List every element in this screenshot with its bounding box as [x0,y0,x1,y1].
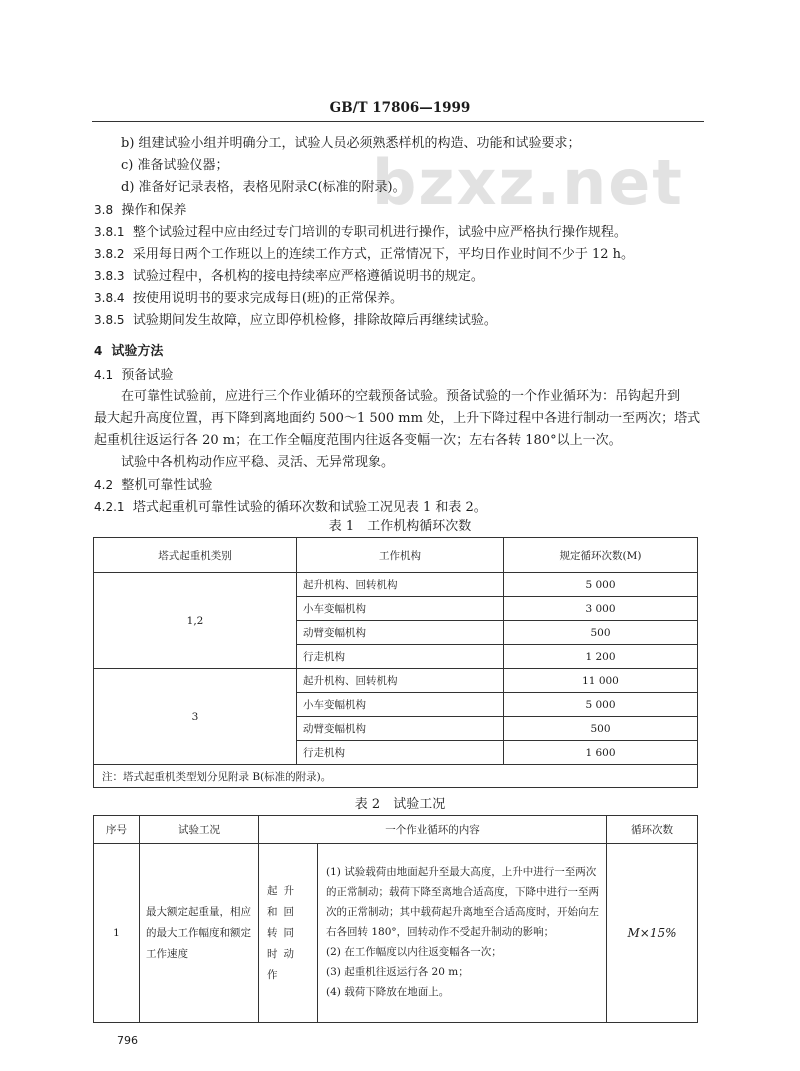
column-header: 试验工况 [140,816,259,844]
section-4-2-heading [94,476,212,495]
clause-text: 塔式起重机可靠性试验的循环次数和试验工况见表 1 和表 2。 [132,500,487,515]
clause-3-8-3 [94,267,484,286]
clause-number: 4.2.1 [94,500,125,514]
cycles-cell: 1 600 [504,741,698,765]
mechanism-cell: 起升机构、回转机构 [297,573,504,597]
content-item: (1) 试验载荷由地面起升至最大高度，上升中进行一至两次的正常制动；载荷下降至离地合适高度，下降中进行一至两次的正常制动；其中载荷起升离地至合适高度时，开始向左右各回转 180°，回转动作不受起升制动的影响； [326,866,599,938]
prep-item-b: b) 组建试验小组并明确分工，试验人员必须熟悉样机的构造、功能和试验要求； [121,136,581,151]
section-title: 预备试验 [121,368,174,383]
clause-number: 3.8.4 [94,291,125,305]
standard-number: GB/T 17806—1999 [329,100,471,116]
column-header: 一个作业循环的内容 [259,816,607,844]
paragraph-4-1-line-2: 最大起升高度位置，再下降到离地面约 500～1 500 mm 处，上升下降过程中各进行制动一至两次；塔式 [94,411,701,426]
table-1 [93,537,698,788]
content-item: (3) 起重机往返运行各 20 m； [326,966,469,978]
section-number: 4.1 [94,368,114,382]
table-row [94,844,698,1023]
column-header: 序号 [94,816,140,844]
section-title: 试验方法 [111,344,164,359]
clause-number: 3.8.3 [94,269,125,283]
table-row [94,573,698,597]
prep-item-c: c) 准备试验仪器； [121,158,229,173]
table-header-row [94,816,698,844]
section-number: 3.8 [94,203,114,217]
table-row [94,669,698,693]
test-condition-cell: 最大额定起重量，相应的最大工作幅度和额定工作速度 [140,844,259,1023]
table-note: 注：塔式起重机类型划分见附录 B(标准的附录)。 [94,765,698,788]
clause-3-8-4 [94,289,403,308]
section-4-heading [94,342,163,361]
section-number: 4.2 [94,478,114,492]
mechanism-cell: 行走机构 [297,741,504,765]
cycle-count-cell: M×15% [607,844,698,1023]
page-number: 796 [117,1034,138,1047]
section-3-8-heading [94,201,186,220]
watermark: bzxz.net [372,146,684,219]
mechanism-cell: 动臂变幅机构 [297,621,504,645]
clause-3-8-2 [94,245,634,264]
column-header: 工作机构 [297,538,504,573]
mechanism-cell: 小车变幅机构 [297,597,504,621]
paragraph-4-1-line-1: 在可靠性试验前，应进行三个作业循环的空载预备试验。预备试验的一个作业循环为：吊钩起升到 [121,389,681,404]
table-2-caption: 表 2 试验工况 [354,797,446,812]
clause-text: 整个试验过程中应由经过专门培训的专职司机进行操作，试验中应严格执行操作规程。 [132,225,627,240]
cycles-cell: 3 000 [504,597,698,621]
clause-text: 试验期间发生故障，应立即停机检修，排除故障后再继续试验。 [132,313,497,328]
cycles-cell: 5 000 [504,573,698,597]
cycles-cell: 5 000 [504,693,698,717]
cycles-cell: 1 200 [504,645,698,669]
table-2 [93,815,698,1023]
paragraph-4-1-line-3: 起重机往返运行各 20 m；在工作全幅度范围内往返各变幅一次；左右各转 180°以上一次。 [94,433,622,448]
section-title: 操作和保养 [121,203,187,218]
column-header: 规定循环次数(M) [504,538,698,573]
cycles-cell: 11 000 [504,669,698,693]
prep-item-d: d) 准备好记录表格，表格见附录C(标准的附录)。 [121,180,406,195]
table-header-row [94,538,698,573]
category-cell: 1,2 [94,573,297,669]
column-header: 循环次数 [607,816,698,844]
cycle-content-cell [318,844,607,1023]
clause-3-8-5 [94,311,497,330]
clause-3-8-1 [94,223,627,242]
cycles-cell: 500 [504,621,698,645]
mechanism-cell: 小车变幅机构 [297,693,504,717]
table-1-caption: 表 1 工作机构循环次数 [328,519,472,534]
clause-number: 3.8.5 [94,313,125,327]
mechanism-cell: 起升机构、回转机构 [297,669,504,693]
clause-number: 3.8.2 [94,247,125,261]
mechanism-cell: 动臂变幅机构 [297,717,504,741]
clause-text: 按使用说明书的要求完成每日(班)的正常保养。 [132,291,403,306]
content-item: (4) 载荷下降放在地面上。 [326,986,450,998]
cycles-cell: 500 [504,717,698,741]
table-note-row [94,765,698,788]
section-number: 4 [94,344,103,358]
clause-text: 采用每日两个工作班以上的连续工作方式，正常情况下，平均日作业时间不少于 12 h。 [132,247,634,262]
section-4-1-heading [94,366,173,385]
category-cell: 3 [94,669,297,765]
content-item: (2) 在工作幅度以内往返变幅各一次； [326,946,502,958]
clause-text: 试验过程中，各机构的接电持续率应严格遵循说明书的规定。 [132,269,484,284]
action-cell: 起升和回转同时动作 [259,844,318,1023]
paragraph-4-1-2: 试验中各机构动作应平稳、灵活、无异常现象。 [121,455,395,470]
mechanism-cell: 行走机构 [297,645,504,669]
header-rule [92,121,704,122]
section-title: 整机可靠性试验 [121,478,213,493]
column-header: 塔式起重机类别 [94,538,297,573]
row-number-cell: 1 [94,844,140,1023]
clause-number: 3.8.1 [94,225,125,239]
